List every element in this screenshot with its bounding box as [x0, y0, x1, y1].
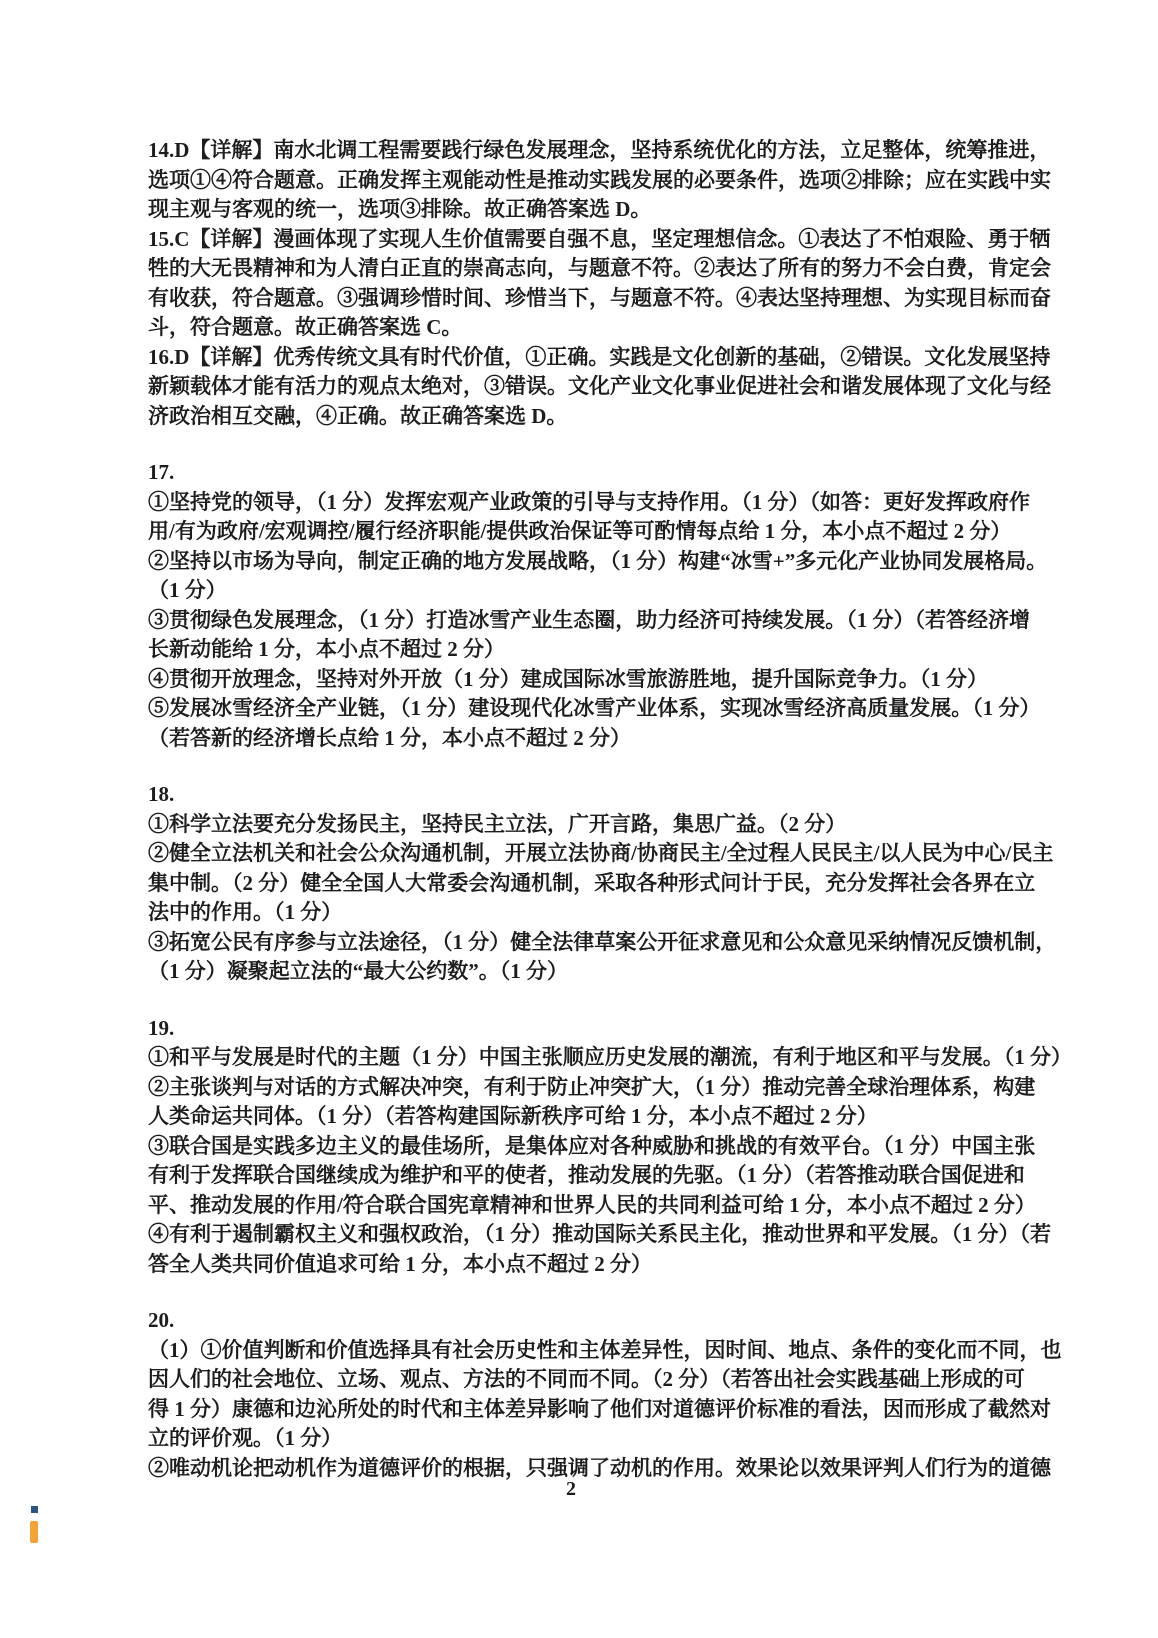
text-line: （若答新的经济增长点给 1 分，本小点不超过 2 分） [148, 725, 631, 750]
logo-dot-icon [31, 1506, 38, 1513]
text-line: 14.D【详解】南水北调工程需要践行绿色发展理念，坚持系统优化的方法，立足整体，统筹推进， [148, 138, 1051, 162]
text-line: ①坚持党的领导，（1 分）发挥宏观产业政策的引导与支持作用。（1 分）（如答：更好发挥政府作 [148, 489, 1030, 514]
text-line: 现主观与客观的统一，选项③排除。故正确答案选 D。 [148, 197, 652, 221]
answer-block-15 [148, 225, 1051, 343]
text-line: 长新动能给 1 分，本小点不超过 2 分） [148, 637, 505, 661]
text-line: 集中制。（2 分）健全全国人大常委会沟通机制，采取各种形式问计于民，充分发挥社会各界在立 [148, 870, 1036, 895]
text-line: 因人们的社会地位、立场、观点、方法的不同而不同。（2 分）（若答出社会实践基础上形成的可 [148, 1367, 1025, 1391]
answer-block-14 [148, 136, 1051, 225]
text-line: ④贯彻开放理念，坚持对外开放（1 分）建成国际冰雪旅游胜地，提升国际竞争力。（1 分） [148, 666, 988, 691]
page-number: 2 [566, 1478, 576, 1500]
text-line: 用/有为政府/宏观调控/履行经济职能/提供政治保证等可酌情每点给 1 分，本小点不超过 2 分） [148, 519, 1012, 543]
text-line: （1 分） [148, 578, 227, 602]
text-line: 19. [148, 1015, 175, 1040]
text-line: ③贯彻绿色发展理念，（1 分）打造冰雪产业生态圈，助力经济可持续发展。（1 分）（若答经济增 [148, 607, 1030, 632]
text-line: 有收获，符合题意。③强调珍惜时间、珍惜当下，与题意不符。④表达坚持理想、为实现目标而奋 [148, 285, 1051, 310]
text-line: ②唯动机论把动机作为道德评价的根据，只强调了动机的作用。效果论以效果评判人们行为的道德 [148, 1455, 1051, 1480]
logo-bar-icon [30, 1521, 38, 1543]
text-line: 新颖载体才能有活力的观点太绝对，③错误。文化产业文化事业促进社会和谐发展体现了文化与经 [148, 374, 1051, 398]
text-line: 16.D【详解】优秀传统文具有时代价值，①正确。实践是文化创新的基础，②错误。文化发展坚持 [148, 344, 1051, 369]
text-line: 立的评价观。（1 分） [148, 1426, 343, 1450]
text-line: 济政治相互交融，④正确。故正确答案选 D。 [148, 403, 568, 428]
text-line: 答全人类共同价值追求可给 1 分，本小点不超过 2 分） [148, 1251, 652, 1276]
text-line: 18. [148, 782, 175, 806]
answer-block-17 [148, 458, 1048, 753]
answer-block-18 [148, 780, 1057, 987]
text-line: 人类命运共同体。（1 分）（若答构建国际新秩序可给 1 分，本小点不超过 2 分） [148, 1104, 878, 1128]
text-line: ③拓宽公民有序参与立法途径，（1 分）健全法律草案公开征求意见和公众意见采纳情况反馈机制， [148, 929, 1057, 954]
text-line: 有利于发挥联合国继续成为维护和平的使者，推动发展的先驱。（1 分）（若答推动联合国促进和 [148, 1163, 1025, 1187]
answer-block-16 [148, 343, 1051, 432]
text-line: 得 1 分）康德和边沁所处的时代和主体差异影响了他们对道德评价标准的看法，因而形成了截然对 [148, 1396, 1051, 1421]
text-line: 20. [148, 1308, 175, 1332]
document-content [148, 136, 1072, 1483]
answer-block-19 [148, 1014, 1072, 1280]
answer-block-20 [148, 1306, 1062, 1483]
text-line: 斗，符合题意。故正确答案选 C。 [148, 315, 463, 339]
text-line: 15.C【详解】漫画体现了实现人生价值需要自强不息，坚定理想信念。①表达了不怕艰险、勇于牺 [148, 226, 1051, 251]
text-line: 牲的大无畏精神和为人清白正直的崇高志向，与题意不符。②表达了所有的努力不会白费，肯定会 [148, 256, 1051, 280]
text-line: 平、推动发展的作用/符合联合国宪章精神和世界人民的共同利益可给 1 分，本小点不超过 2 分） [148, 1192, 1036, 1217]
text-line: 17. [148, 460, 175, 484]
text-line: ②主张谈判与对话的方式解决冲突，有利于防止冲突扩大，（1 分）推动完善全球治理体系，构建 [148, 1074, 1036, 1099]
text-line: ③联合国是实践多边主义的最佳场所，是集体应对各种威胁和挑战的有效平台。（1 分）中国主张 [148, 1133, 1036, 1158]
text-line: 法中的作用。（1 分） [148, 900, 343, 924]
text-line: ①和平与发展是时代的主题（1 分）中国主张顺应历史发展的潮流，有利于地区和平与发展。（1 分） [148, 1045, 1072, 1069]
text-line: ⑤发展冰雪经济全产业链，（1 分）建设现代化冰雪产业体系，实现冰雪经济高质量发展。（1 分） [148, 696, 1041, 720]
text-line: ①科学立法要充分发扬民主，坚持民主立法，广开言路，集思广益。（2 分） [148, 811, 847, 836]
text-line: （1）①价值判断和价值选择具有社会历史性和主体差异性，因时间、地点、条件的变化而不同，也 [148, 1337, 1062, 1362]
text-line: ②健全立法机关和社会公众沟通机制，开展立法协商/协商民主/全过程人民民主/以人民为中心/民主 [148, 841, 1054, 865]
text-line: ④有利于遏制霸权主义和强权政治，（1 分）推动国际关系民主化，推动世界和平发展。（1 分）（若 [148, 1222, 1051, 1246]
text-line: （1 分）凝聚起立法的“最大公约数”。（1 分） [148, 959, 568, 983]
text-line: 选项①④符合题意。正确发挥主观能动性是推动实践发展的必要条件，选项②排除；应在实践中实 [148, 167, 1051, 192]
text-line: ②坚持以市场为导向，制定正确的地方发展战略，（1 分）构建“冰雪+”多元化产业协同发展格局。 [148, 548, 1048, 573]
